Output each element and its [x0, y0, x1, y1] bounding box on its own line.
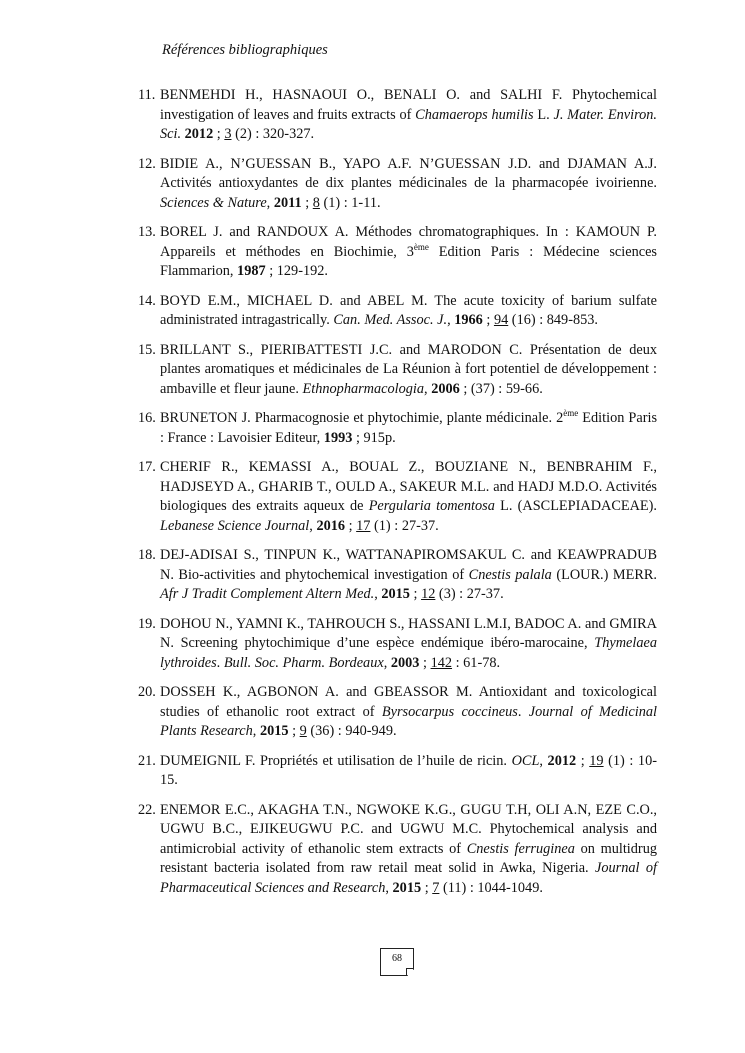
reference-segment: 2015 [259, 723, 289, 739]
reference-segment: ; [288, 723, 300, 739]
reference-entry [138, 458, 657, 536]
reference-entry [138, 409, 657, 448]
reference-segment: DUMEIGNIL F. Propriétés et utilisation de l’huile de ricin. [160, 752, 512, 769]
reference-text [160, 293, 657, 329]
reference-segment: (LOUR.) MERR. [551, 566, 657, 583]
reference-number: 16. [138, 410, 156, 426]
reference-entry [138, 292, 657, 331]
reference-segment: , [309, 517, 317, 534]
reference-segment: , [447, 312, 455, 328]
reference-segment: Chamaerops humilis [415, 106, 534, 123]
reference-segment: . [216, 654, 224, 671]
reference-segment: Lebanese Science Journal [160, 517, 310, 534]
reference-segment: Pergularia tomentosa [368, 498, 495, 514]
reference-segment: Thymelaea lythroides [160, 635, 657, 671]
reference-segment: , [385, 879, 393, 896]
reference-number: 18. [138, 547, 156, 563]
reference-segment: : 61-78. [452, 654, 501, 671]
reference-segment: Journal of Medicinal Plants Research [160, 703, 657, 739]
reference-entry [138, 341, 657, 400]
reference-segment: BRILLANT S., PIERIBATTESTI J.C. and MARODON C. Présentation de deux plantes aromatiques et médicinales de La Réunion à fort potentiel de développement : ambaville et fleur jaune. [160, 341, 657, 397]
reference-segment: Cnestis palala [468, 566, 552, 583]
reference-number: 20. [138, 684, 156, 700]
reference-segment: , [539, 752, 548, 769]
reference-segment: 9 [299, 723, 307, 739]
reference-segment: , [374, 586, 382, 602]
reference-segment: ; [409, 586, 422, 602]
reference-segment: , [252, 723, 260, 739]
reference-text [160, 753, 657, 789]
reference-segment: (1) : 10-15. [160, 752, 657, 788]
reference-segment: Cnestis ferruginea [466, 840, 575, 857]
page-corner-fold [406, 968, 414, 976]
reference-text [160, 342, 657, 397]
reference-segment: 2006 [431, 380, 460, 397]
reference-segment: , [266, 194, 274, 211]
reference-segment: Byrsocarpus coccineus [381, 703, 518, 720]
reference-number: 12. [138, 155, 156, 172]
reference-segment: ; [345, 517, 357, 534]
reference-segment: 1993 [323, 429, 353, 446]
reference-segment: 94 [493, 312, 509, 328]
reference-segment: BOREL J. and RANDOUX A. Méthodes chromatographiques. In : KAMOUN P. Appareils et méthodes en Biochimie, 3 [160, 224, 657, 260]
reference-segment: 7 [432, 879, 440, 896]
reference-segment: 142 [430, 654, 453, 671]
reference-segment: Edition Paris : Médecine sciences Flammarion, [160, 243, 657, 279]
reference-segment: BENMEHDI H., HASNAOUI O., BENALI O. and SALHI F. Phytochemical investigation of leaves and fruits extracts of [160, 87, 657, 123]
reference-entry [138, 86, 657, 145]
reference-segment: 1966 [454, 312, 483, 328]
reference-text [160, 156, 657, 211]
reference-segment: BOYD E.M., MICHAEL D. and ABEL M. The acute toxicity of barium sulfate administrated intragastrically. [160, 292, 657, 328]
reference-text [160, 87, 657, 142]
reference-segment: ENEMOR E.C., AKAGHA T.N., NGWOKE K.G., GUGU T.H, OLI A.N, EZE C.O., UGWU B.C., EJIKEUGWU P.C. and UGWU M.C. Phytochemical analysis and antimicrobial activity of ethanolic stem extracts of [160, 801, 657, 857]
reference-segment: ème [413, 241, 429, 252]
reference-number: 19. [138, 615, 156, 632]
reference-segment: DOHOU N., YAMNI K., TAHROUCH S., HASSANI L.M.I, BADOC A. and GMIRA N. Screening phytochimique d’une espèce endémique ibéro-marocaine, [160, 615, 657, 651]
reference-segment: (1) : 27-37. [370, 517, 439, 534]
reference-segment: ; [482, 312, 494, 328]
reference-segment: OCL [511, 752, 540, 769]
reference-segment: 8 [312, 194, 320, 211]
reference-segment: J. Mater. Environ. Sci. [160, 106, 657, 142]
reference-segment: Can. Med. Assoc. J. [333, 312, 448, 328]
reference-segment: 2011 [273, 194, 302, 211]
reference-segment: . [517, 703, 529, 720]
reference-segment: 17 [356, 517, 371, 534]
reference-segment: Bull. Soc. Pharm. Bordeaux [223, 654, 384, 671]
reference-text [160, 459, 657, 534]
reference-text [160, 684, 657, 739]
reference-number: 11. [138, 87, 156, 103]
reference-segment: L. [533, 106, 554, 123]
reference-segment: 2016 [316, 517, 346, 534]
reference-segment: Journal of Pharmaceutical Sciences and Research [160, 860, 658, 896]
reference-segment: (11) : 1044-1049. [439, 879, 543, 896]
reference-segment: ; (37) : 59-66. [459, 380, 543, 397]
reference-number: 21. [138, 752, 156, 769]
reference-segment: BIDIE A., N’GUESSAN B., YAPO A.F. N’GUESSAN J.D. and DJAMAN A.J. Activités antioxydantes de dix plantes médicinales de la pharmacopée ivoirienne. [160, 155, 657, 191]
reference-segment: Ethnopharmacologia [302, 380, 425, 397]
reference-segment: on multidrug resistant bacteria isolated from raw retail meat solid in Awka, Nigeria. [160, 840, 657, 876]
reference-text [160, 802, 657, 896]
page-number-box [380, 948, 414, 976]
reference-segment: , [424, 380, 432, 397]
reference-entry [138, 615, 657, 674]
reference-segment: (2) : 320-327. [231, 126, 315, 142]
reference-segment: BRUNETON J. Pharmacognosie et phytochimie, plante médicinale. 2 [160, 410, 564, 426]
reference-segment: 3 [224, 126, 232, 142]
reference-list [138, 86, 657, 908]
reference-segment: Afr J Tradit Complement Altern Med. [160, 586, 375, 602]
reference-segment: 2012 [547, 752, 577, 769]
reference-number: 22. [138, 801, 156, 818]
reference-segment: 2015 [381, 586, 410, 602]
reference-segment: Edition Paris : France : Lavoisier Editeur, [160, 410, 658, 446]
reference-entry [138, 683, 657, 742]
reference-segment: DEJ-ADISAI S., TINPUN K., WATTANAPIROMSAKUL C. and KEAWPRADUB N. Bio-activities and phytochemical investigation of [160, 547, 657, 583]
reference-number: 14. [138, 292, 156, 309]
reference-text [160, 410, 657, 446]
page-number: 68 [392, 953, 402, 964]
reference-segment: 2003 [390, 654, 420, 671]
reference-entry [138, 801, 657, 899]
reference-segment: Sciences & Nature [160, 194, 267, 211]
reference-segment: ; 129-192. [265, 263, 328, 279]
reference-entry [138, 223, 657, 282]
reference-segment: CHERIF R., KEMASSI A., BOUAL Z., BOUZIANE N., BENBRAHIM F., HADJSEYD A., GHARIB T., OULD A., SAKEUR M.L. and HADJ M.D.O. Activités biologiques des extraits aqueux de [160, 459, 657, 514]
reference-number: 17. [138, 459, 156, 475]
reference-segment: 2012 [184, 126, 214, 142]
reference-segment: ; [419, 654, 431, 671]
reference-segment: ; 915p. [352, 429, 396, 446]
reference-segment: , [383, 654, 391, 671]
reference-entry [138, 546, 657, 605]
reference-segment: 12 [421, 586, 436, 602]
running-header: Références bibliographiques [162, 42, 328, 58]
reference-segment: ; [301, 194, 313, 211]
reference-segment: (36) : 940-949. [306, 723, 397, 739]
reference-segment: (16) : 849-853. [508, 312, 598, 328]
reference-segment: DOSSEH K., AGBONON A. and GBEASSOR M. Antioxidant and toxicological studies of ethanolic root extract of [160, 684, 657, 720]
reference-text [160, 547, 657, 602]
reference-segment: ème [563, 408, 579, 418]
reference-entry [138, 752, 657, 791]
reference-segment: (1) : 1-11. [319, 194, 381, 211]
reference-segment: L. (ASCLEPIADACEAE). [494, 498, 658, 514]
reference-segment: ; [421, 879, 433, 896]
reference-text [160, 224, 657, 279]
reference-segment: 19 [589, 752, 604, 769]
reference-text [160, 616, 657, 671]
reference-segment: 2015 [392, 879, 422, 896]
reference-number: 15. [138, 341, 156, 358]
reference-segment: ; [576, 752, 590, 769]
reference-number: 13. [138, 224, 156, 240]
reference-segment: (3) : 27-37. [435, 586, 504, 602]
reference-segment: 1987 [237, 263, 266, 279]
reference-segment: ; [213, 126, 225, 142]
reference-entry [138, 155, 657, 214]
